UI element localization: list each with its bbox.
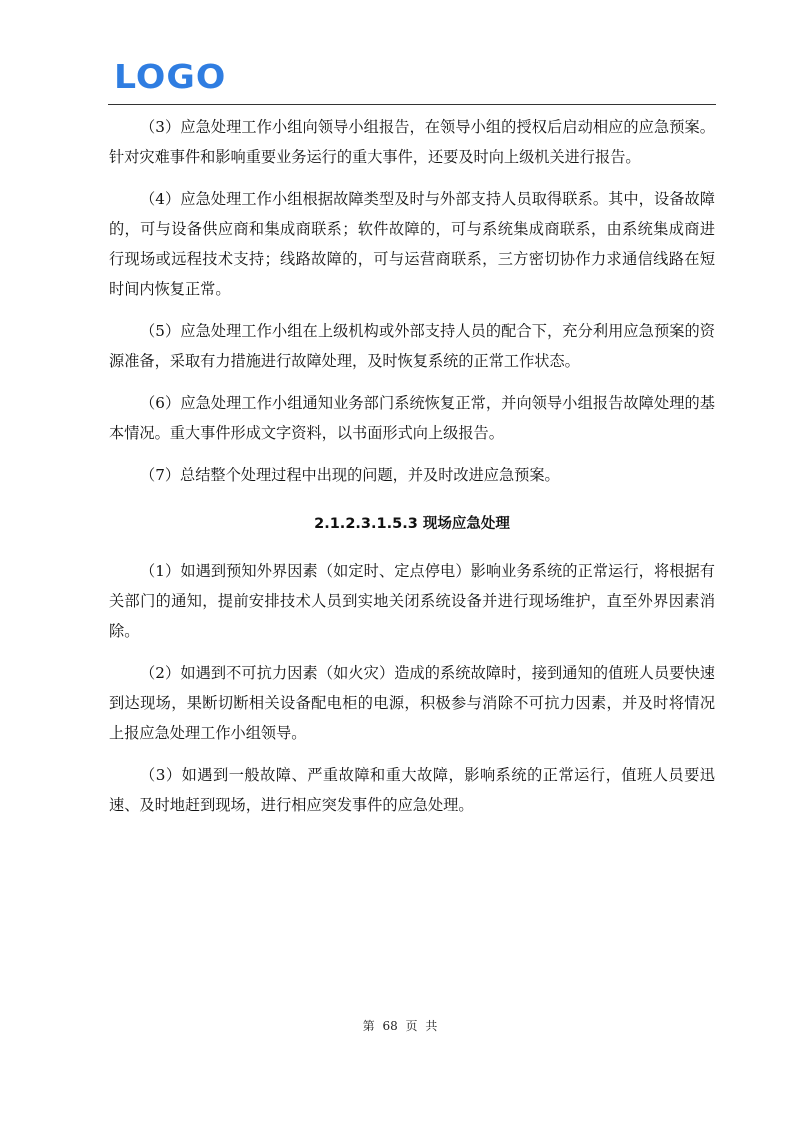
- paragraph-onsite-1: （1）如遇到预知外界因素（如定时、定点停电）影响业务系统的正常运行，将根据有关部门的通知，提前安排技术人员到实地关闭系统设备并进行现场维护，直至外界因素消除。: [109, 562, 715, 640]
- company-logo: LOGO: [114, 57, 227, 96]
- page-number: 第 68 页 共: [362, 1019, 438, 1033]
- document-body: [109, 112, 715, 832]
- section-heading: 2.1.2.3.1.5.3 现场应急处理: [314, 516, 510, 532]
- paragraph-onsite-3: （3）如遇到一般故障、严重故障和重大故障，影响系统的正常运行，值班人员要迅速、及时地赶到现场，进行相应突发事件的应急处理。: [109, 766, 715, 814]
- paragraph-step-6: （6）应急处理工作小组通知业务部门系统恢复正常，并向领导小组报告故障处理的基本情况。重大事件形成文字资料，以书面形式向上级报告。: [109, 394, 715, 442]
- paragraph-onsite-2: （2）如遇到不可抗力因素（如火灾）造成的系统故障时，接到通知的值班人员要快速到达现场，果断切断相关设备配电柜的电源，积极参与消除不可抗力因素，并及时将情况上报应急处理工作小组领导。: [109, 664, 715, 742]
- header-divider: [108, 104, 716, 105]
- paragraph-step-7: （7）总结整个处理过程中出现的问题，并及时改进应急预案。: [140, 466, 560, 484]
- paragraph-step-3: （3）应急处理工作小组向领导小组报告，在领导小组的授权后启动相应的应急预案。针对灾难事件和影响重要业务运行的重大事件，还要及时向上级机关进行报告。: [109, 118, 715, 166]
- paragraph-step-5: （5）应急处理工作小组在上级机构或外部支持人员的配合下，充分利用应急预案的资源准备，采取有力措施进行故障处理，及时恢复系统的正常工作状态。: [109, 322, 715, 370]
- paragraph-step-4: （4）应急处理工作小组根据故障类型及时与外部支持人员取得联系。其中，设备故障的，可与设备供应商和集成商联系；软件故障的，可与系统集成商联系，由系统集成商进行现场或远程技术支持；线路故障的，可与运营商联系，三方密切协作力求通信线路在短时间内恢复正常。: [109, 190, 715, 298]
